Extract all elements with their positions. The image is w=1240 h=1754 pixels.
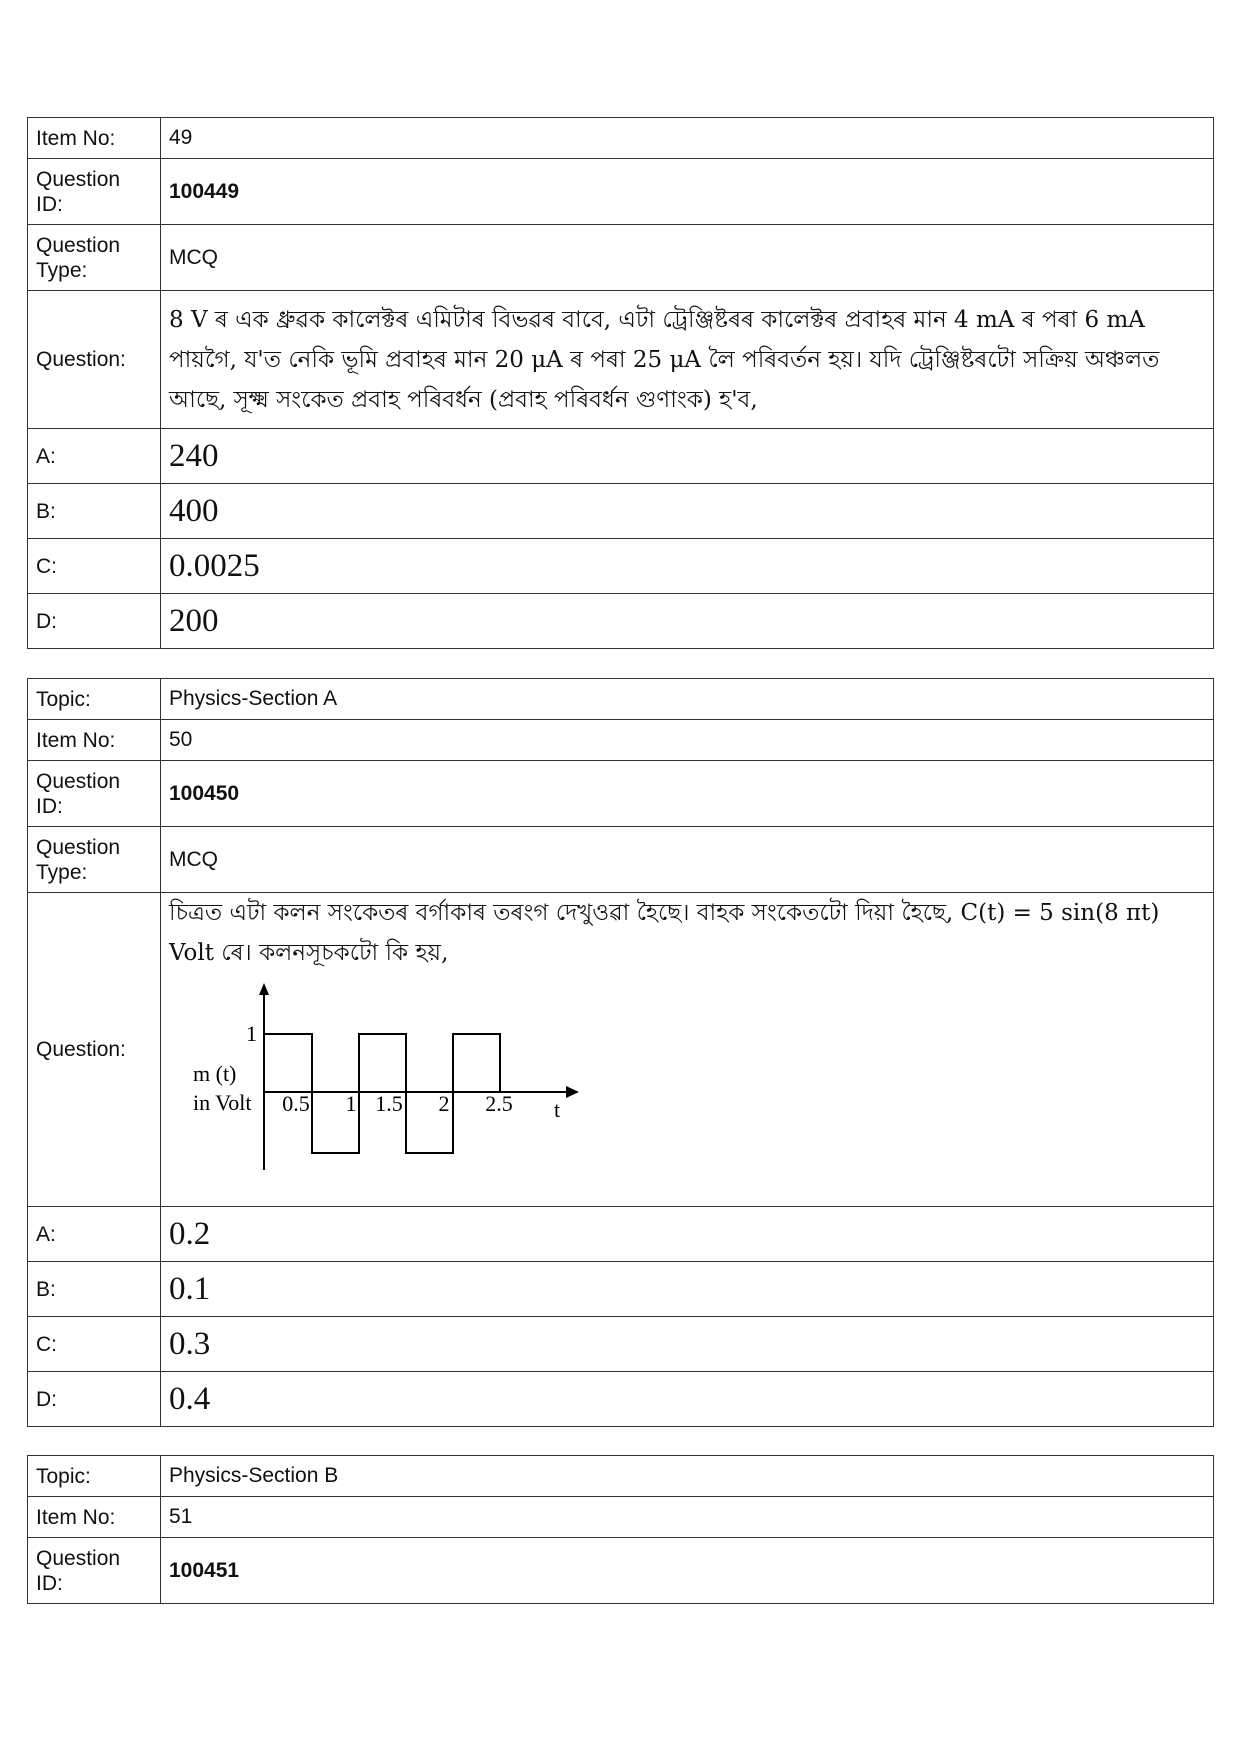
question-type-label: Question Type: xyxy=(28,827,161,893)
option-d-label: D: xyxy=(28,594,161,649)
option-a-value: 0.2 xyxy=(161,1207,1214,1262)
question-id-label: Question ID: xyxy=(28,159,161,225)
question-id-label: Question ID: xyxy=(28,1538,161,1604)
x-tick-label: 2.5 xyxy=(485,1091,513,1116)
question-id-label: Question ID: xyxy=(28,761,161,827)
option-d-value: 200 xyxy=(161,594,1214,649)
item-no-value: 50 xyxy=(161,720,1214,761)
x-axis-label: t xyxy=(553,1097,561,1122)
y-axis-unit-label: in Volt xyxy=(193,1090,252,1115)
item-no-label: Item No: xyxy=(28,1497,161,1538)
x-axis-arrow xyxy=(566,1086,579,1098)
x-tick-label: 0.5 xyxy=(282,1091,310,1116)
square-wave-figure xyxy=(169,975,629,1175)
question-id-value: 100451 xyxy=(161,1538,1214,1604)
topic-value: Physics-Section B xyxy=(161,1456,1214,1497)
question-type-label: Question Type: xyxy=(28,225,161,291)
item-no-label: Item No: xyxy=(28,118,161,159)
option-b-label: B: xyxy=(28,484,161,539)
option-a-label: A: xyxy=(28,1207,161,1262)
option-d-label: D: xyxy=(28,1372,161,1427)
question-id-value: 100449 xyxy=(161,159,1214,225)
question-label: Question: xyxy=(28,291,161,429)
x-tick-label: 2 xyxy=(438,1091,450,1116)
x-tick-label: 1.5 xyxy=(375,1091,403,1116)
x-tick-label: 1 xyxy=(345,1091,357,1116)
question-cell xyxy=(161,893,1214,1207)
option-a-value: 240 xyxy=(161,429,1214,484)
question-label: Question: xyxy=(28,893,161,1207)
y-axis-arrow xyxy=(259,983,269,995)
question-block-51 xyxy=(27,1455,1214,1604)
option-c-label: C: xyxy=(28,539,161,594)
y-tick-label: 1 xyxy=(246,1021,257,1046)
option-c-value: 0.3 xyxy=(161,1317,1214,1372)
topic-label: Topic: xyxy=(28,1456,161,1497)
option-a-label: A: xyxy=(28,429,161,484)
topic-value: Physics-Section A xyxy=(161,679,1214,720)
option-d-value: 0.4 xyxy=(161,1372,1214,1427)
question-type-value: MCQ xyxy=(161,225,1214,291)
y-axis-label: m (t) xyxy=(193,1061,237,1086)
topic-label: Topic: xyxy=(28,679,161,720)
option-b-value: 400 xyxy=(161,484,1214,539)
question-id-value: 100450 xyxy=(161,761,1214,827)
question-block-50 xyxy=(27,678,1214,1427)
item-no-value: 51 xyxy=(161,1497,1214,1538)
item-no-label: Item No: xyxy=(28,720,161,761)
item-no-value: 49 xyxy=(161,118,1214,159)
option-c-value: 0.0025 xyxy=(161,539,1214,594)
option-b-value: 0.1 xyxy=(161,1262,1214,1317)
question-block-49 xyxy=(27,117,1214,649)
option-c-label: C: xyxy=(28,1317,161,1372)
question-type-value: MCQ xyxy=(161,827,1214,893)
question-text: চিত্ৰত এটা কলন সংকেতৰ বৰ্গাকাৰ তৰংগ দেখুওৱা হৈছে। বাহক সংকেতটো দিয়া হৈছে, C(t) = 5 sin(8 πt) Volt ৰে। কলনসূচকটো কি হয়, xyxy=(169,900,1160,966)
option-b-label: B: xyxy=(28,1262,161,1317)
question-text: 8 V ৰ এক ধ্ৰুৱক কালেক্টৰ এমিটাৰ বিভৱৰ বাবে, এটা ট্ৰেঞ্জিষ্টৰৰ কালেক্টৰ প্ৰবাহৰ মান 4 mA ৰ পৰা 6 mA পায়গৈ, য'ত নেকি ভূমি প্ৰবাহৰ মান 20 μA ৰ পৰা 25 μA লৈ পৰিবৰ্তন হয়। যদি ট্ৰেঞ্জিষ্টৰটো সক্ৰিয় অঞ্চলত আছে, সূক্ষ্ম সংকেত প্ৰবাহ পৰিবৰ্ধন (প্ৰবাহ পৰিবৰ্ধন গুণাংক) হ'ব, xyxy=(161,291,1214,429)
